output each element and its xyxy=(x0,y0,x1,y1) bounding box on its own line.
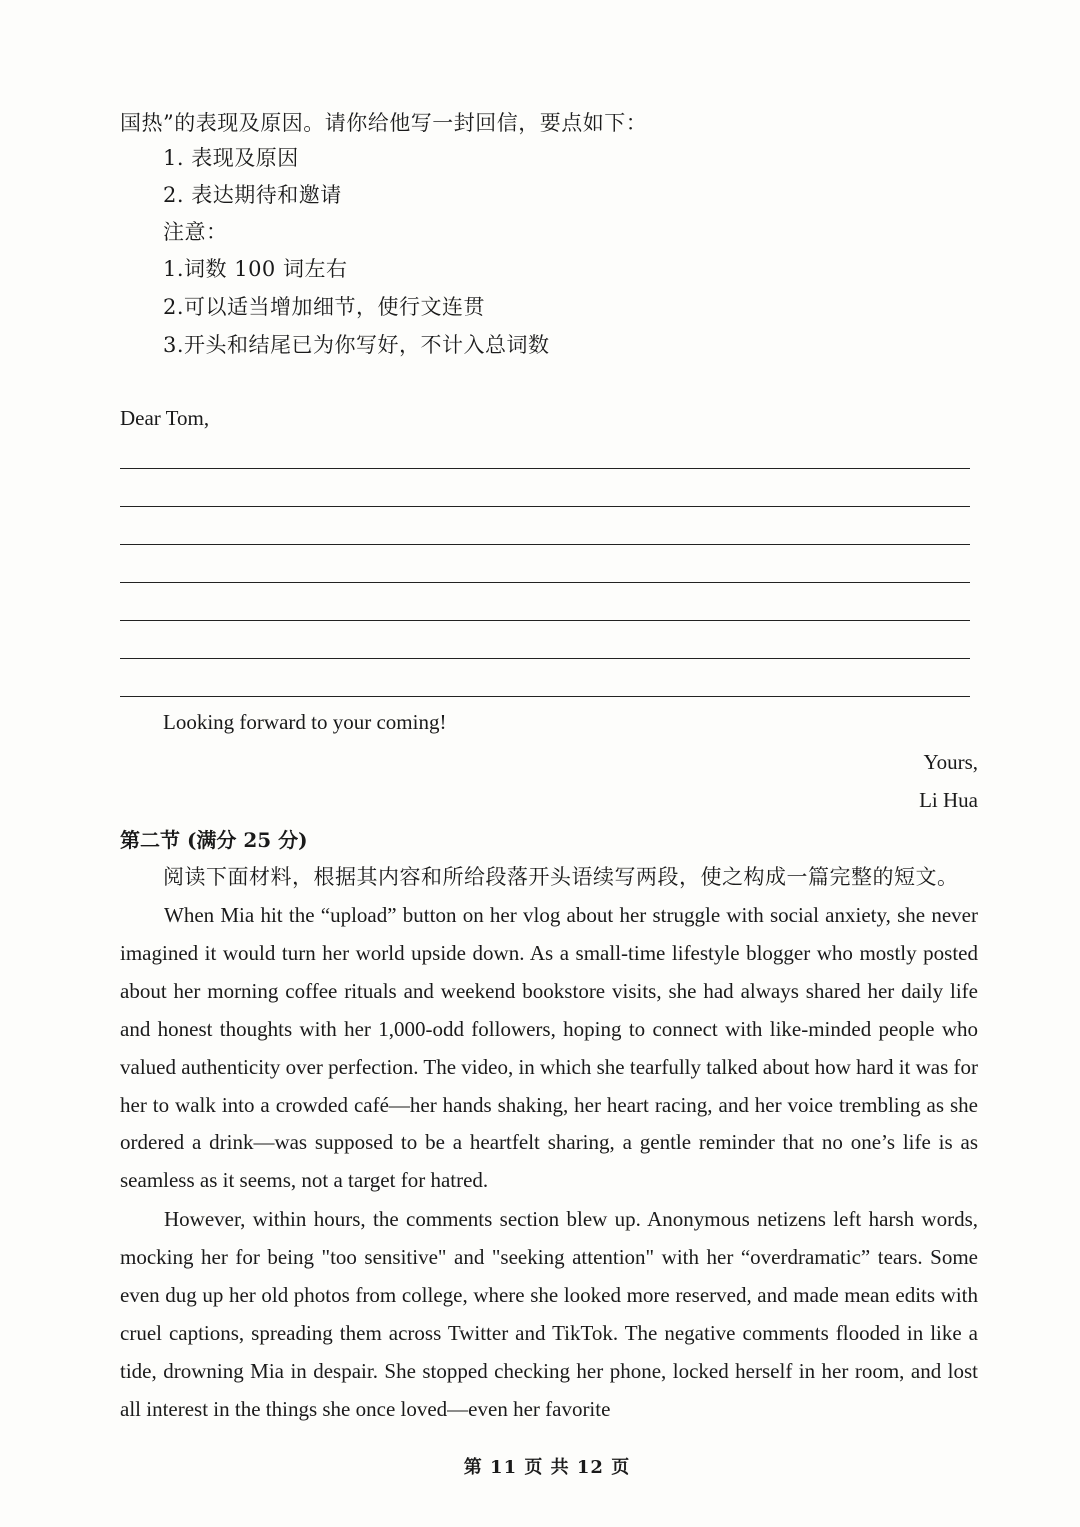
note-3: 3.开头和结尾已为你写好，不计入总词数 xyxy=(163,333,550,357)
notes-title: 注意： xyxy=(163,220,228,244)
note-2: 2.可以适当增加细节，使行文连贯 xyxy=(163,295,486,319)
writing-line xyxy=(120,468,970,469)
writing-line xyxy=(120,658,970,659)
letter-closing-line: Looking forward to your coming! xyxy=(163,710,447,734)
writing-line xyxy=(120,620,970,621)
point-1: 1. 表现及原因 xyxy=(163,146,299,170)
point-2: 2. 表达期待和邀请 xyxy=(163,183,342,207)
page-footer: 第 11 页 共 12 页 xyxy=(463,1457,631,1478)
writing-line xyxy=(120,544,970,545)
note-1: 1.词数 100 词左右 xyxy=(163,257,348,281)
section-heading: 第二节 (满分 25 分) xyxy=(120,828,308,852)
letter-signoff: Yours, xyxy=(923,750,978,774)
section-instruction: 阅读下面材料，根据其内容和所给段落开头语续写两段，使之构成一篇完整的短文。 xyxy=(163,865,959,889)
letter-signature: Li Hua xyxy=(919,788,978,812)
story-paragraph-2: However, within hours, the comments section blew up. Anonymous netizens left harsh words, mocking her for being "too sensitive" and "seeking attention" with her “overdramatic” tears. Some even dug up her old photos from college, where she looked more reserved, and made mean edits with cruel captions, spreading them across Twitter and TikTok. The negative comments flooded in like a tide, drowning Mia in despair. She stopped checking her phone, locked herself in her room, and lost all interest in the things she once loved—even her favorite xyxy=(120,1207,978,1421)
writing-line xyxy=(120,506,970,507)
task-intro: 国热”的表现及原因。请你给他写一封回信，要点如下： xyxy=(120,111,648,135)
writing-line xyxy=(120,582,970,583)
writing-line xyxy=(120,696,970,697)
letter-salutation: Dear Tom, xyxy=(120,406,210,430)
story-paragraph-1: When Mia hit the “upload” button on her vlog about her struggle with social anxiety, she never imagined it would turn her world upside down. As a small-time lifestyle blogger who mostly posted about her morning coffee rituals and weekend bookstore visits, she had always shared her daily life and honest thoughts with her 1,000-odd followers, hoping to connect with like-minded people who valued authenticity over perfection. The video, in which she tearfully talked about how hard it was for her to walk into a crowded café—her hands shaking, her heart racing, and her voice trembling as she ordered a drink—was supposed to be a heartfelt sharing, a gentle reminder that no one’s life is as seamless as it seems, not a target for hatred. xyxy=(120,903,979,1193)
